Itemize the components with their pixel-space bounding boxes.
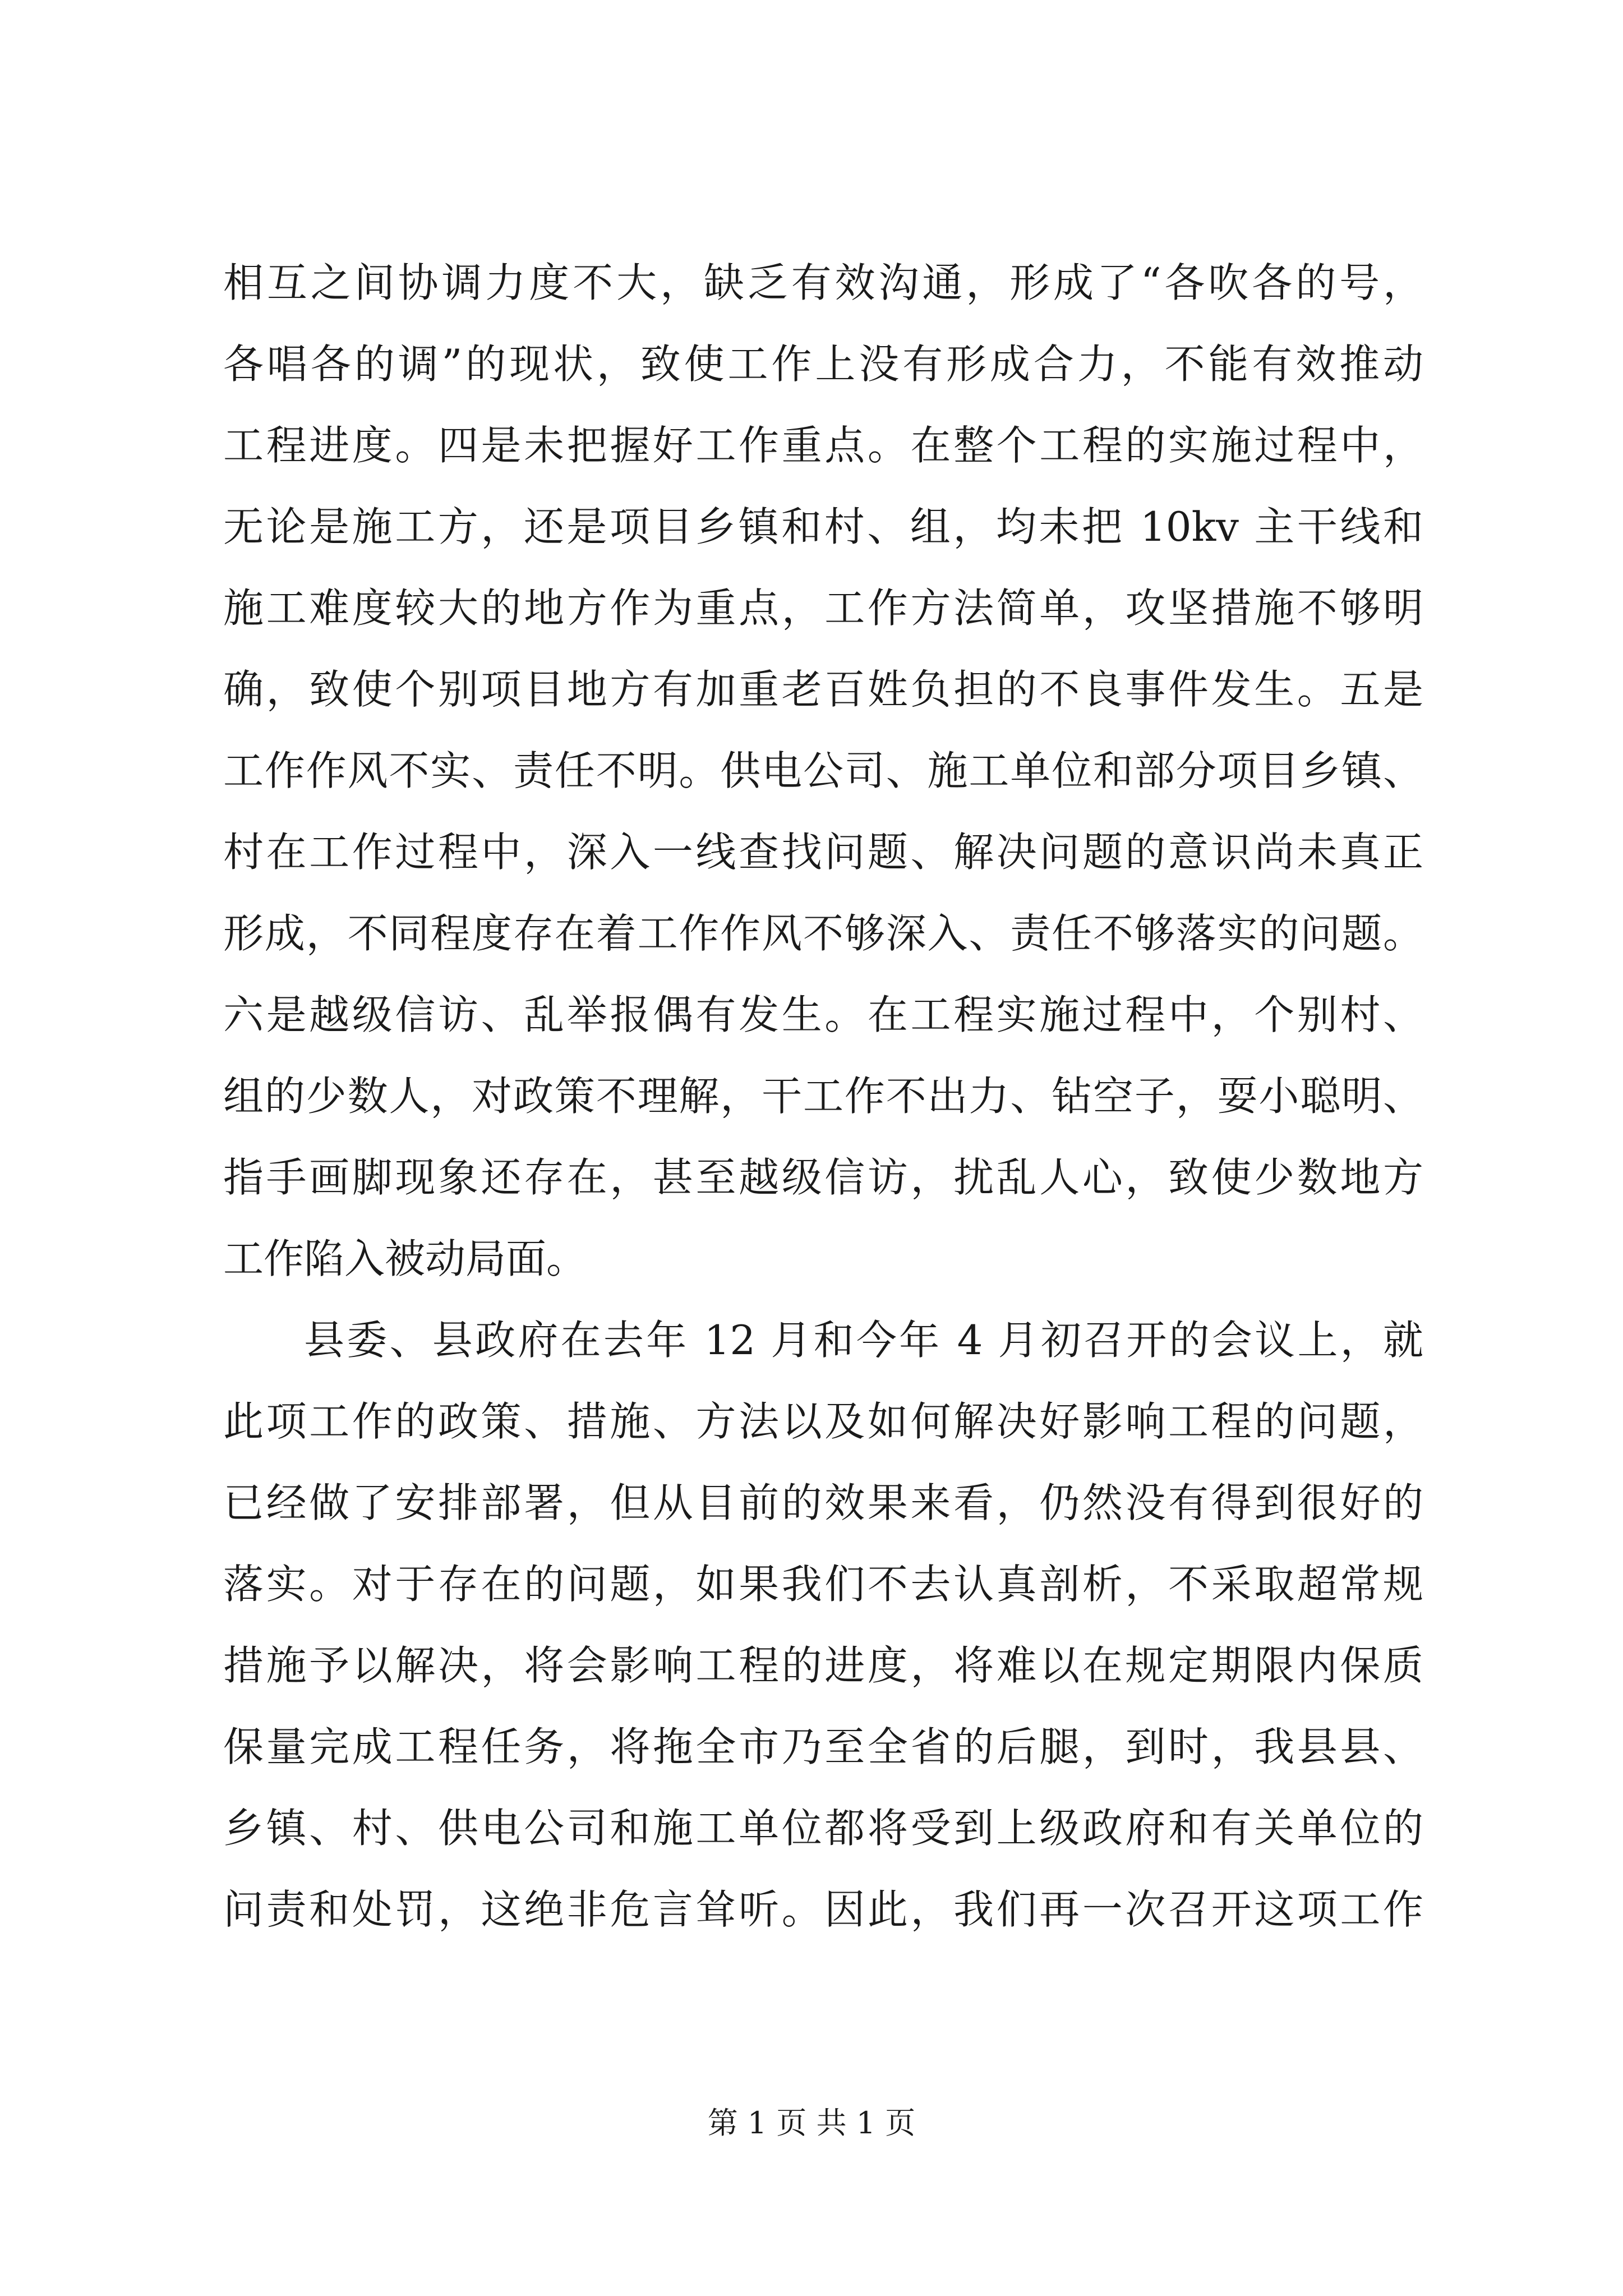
text-line: 问责和处罚，这绝非危言耸听。因此，我们再一次召开这项工作	[223, 1886, 1423, 1933]
text-line: 确，致使个别项目地方有加重老百姓负担的不良事件发生。五是	[223, 666, 1423, 713]
text-line: 乡镇、村、供电公司和施工单位都将受到上级政府和有关单位的	[223, 1805, 1423, 1852]
text-line: 相互之间协调力度不大，缺乏有效沟通，形成了“各吹各的号，	[223, 259, 1423, 306]
page-footer: 第 1 页 共 1 页	[707, 2105, 916, 2141]
text-line: 工作作风不实、责任不明。供电公司、施工单位和部分项目乡镇、	[223, 747, 1423, 794]
text-line-paragraph-start: 县委、县政府在去年 12 月和今年 4 月初召开的会议上，就	[304, 1317, 1423, 1364]
text-line: 此项工作的政策、措施、方法以及如何解决好影响工程的问题，	[223, 1398, 1423, 1445]
text-line: 施工难度较大的地方作为重点，工作方法简单，攻坚措施不够明	[223, 585, 1423, 632]
text-line: 工程进度。四是未把握好工作重点。在整个工程的实施过程中，	[223, 422, 1423, 469]
text-line: 无论是施工方，还是项目乡镇和村、组，均未把 10kv 主干线和	[223, 503, 1423, 550]
text-line: 各唱各的调”的现状，致使工作上没有形成合力，不能有效推动	[223, 341, 1423, 388]
document-body	[223, 242, 1423, 1950]
text-line: 形成，不同程度存在着工作作风不够深入、责任不够落实的问题。	[223, 910, 1423, 957]
text-line-paragraph-end: 工作陷入被动局面。	[223, 1235, 587, 1282]
text-line: 六是越级信访、乱举报偶有发生。在工程实施过程中，个别村、	[223, 991, 1423, 1038]
text-line: 落实。对于存在的问题，如果我们不去认真剖析，不采取超常规	[223, 1561, 1423, 1608]
text-line: 指手画脚现象还存在，甚至越级信访，扰乱人心，致使少数地方	[223, 1154, 1423, 1201]
text-line: 村在工作过程中，深入一线查找问题、解决问题的意识尚未真正	[223, 829, 1423, 876]
text-line: 已经做了安排部署，但从目前的效果来看，仍然没有得到很好的	[223, 1479, 1423, 1526]
text-line: 组的少数人，对政策不理解，干工作不出力、钻空子，耍小聪明、	[223, 1073, 1423, 1120]
text-line: 措施予以解决，将会影响工程的进度，将难以在规定期限内保质	[223, 1642, 1423, 1689]
text-line: 保量完成工程任务，将拖全市乃至全省的后腿，到时，我县县、	[223, 1723, 1423, 1770]
